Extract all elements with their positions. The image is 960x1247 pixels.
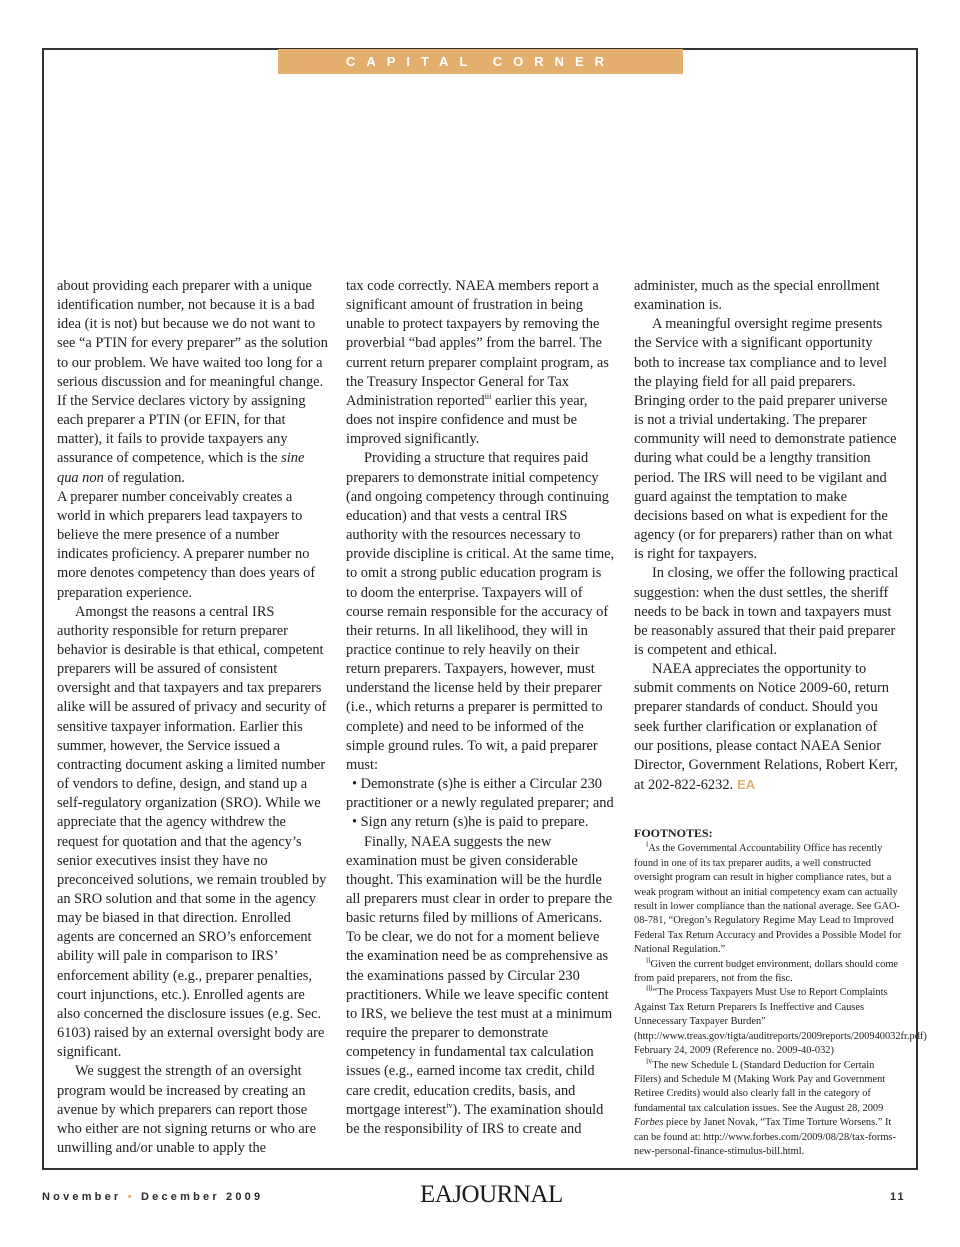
paragraph: We suggest the strength of an oversight program would be increased by creating an avenue by which preparers can report those who either are not signing returns or who are unwilling and/or unable to apply the [57,1063,316,1157]
footnote-ref: iv [446,1100,453,1110]
footnote: $^{iii}$“The Process Taxpayers Must Use to Report Complaints Against Tax Return Preparers Is Ineffective and Causes Unnecessary Taxpayer Burden” (http://www.treas.gov/tigta/auditreports/2009reports/200940032fr.pdf) February 24, 2009 (Reference no. 2009-40-032) [634,984,927,1057]
paragraph: NAEA appreciates the opportunity to submit comments on Notice 2009-60, return preparer standards of conduct. Should you seek further clarification or explanation of our positions, please contact NAEA Senior Director, Government Relations, Robert Kerr, at 202-822-6232. EA [634,661,898,794]
page-number: 11 [890,1191,906,1203]
article-column-1 [57,277,329,1158]
paragraph: Finally, NAEA suggests the new examination must be given considerable thought. This examination will be the hurdle all preparers must clear in order to prepare the basic returns filed by millions of Americans. To be clear, we do not for a moment believe the examination need be as comprehensive as the examinations passed by Circular 230 practitioners. While we leave specific content to IRS, we believe the test must at a minimum require the preparer to demonstrate competency in fundamental tax calculation issues (e.g., earned income tax credit, child care credit, education credits, basis, and mortgage interest$^{iv}$). The examination should be the responsibility of IRS to create and [346,833,613,1137]
paragraph: Providing a structure that requires paid preparers to demonstrate initial competency (and ongoing competency through continuing education) and that vests a central IRS authority with the resources necessary to provide discipline is critical. At the same time, to omit a strong public education program is to doom the enterprise. Taxpayers will of course remain responsible for the accuracy of their returns. In all likelihood, they will in practice continue to rely heavily on their return preparers. Taxpayers, however, must understand the license held by their preparer (i.e., which returns a preparer is permitted to complete) and need to be informed of the simple ground rules. To wit, a paid preparer must: [346,450,615,773]
footnotes-heading: FOOTNOTES: [634,826,713,840]
paragraph: A meaningful oversight regime presents the Service with a significant opportunity both to increase tax compliance and to level the playing field for all paid preparers. Bringing order to the paid preparer universe is not a trivial undertaking. The preparer community will need to demonstrate patience during what could be a lengthy transition period. The IRS will need to be vigilant and guard against the temptation to make decisions based on what is expedient for the agency (or for preparers) rather than on what is right for taxpayers. [634,316,897,563]
paragraph: A preparer number conceivably creates a world in which preparers lead taxpayers to believe the mere presence of a number indicates proficiency. A preparer number no more denotes competency than does years of preparation experience. [57,488,316,601]
latin-phrase: sine qua non [57,450,305,486]
bullet-item: • Sign any return (s)he is paid to prepare. [352,814,589,831]
paragraph: about providing each preparer with a unique identification number, not because it is a bad idea (it is not) but because we do not want to see “a PTIN for every preparer” as the solution to our problem. We have waited too long for a serious discussion and for meaningful change. If the Service declares victory by assigning each preparer a PTIN (or EFIN, for that matter), it fails to provide taxpayers any assurance of competence, which is the sine qua non of regulation. [57,278,328,486]
separator-dot: • [127,1191,135,1203]
end-mark: EA [737,777,756,793]
journal-logo: EAJOURNAL [420,1181,563,1208]
paragraph: Amongst the reasons a central IRS authority responsible for return preparer behavior is desirable is that ethical, competent preparers will be assured of consistent oversight and that taxpayers and tax preparers alike will be assured of privacy and security of sensitive taxpayer information. Earlier this summer, however, the Service issued a contracting document asking a limited number of vendors to define, design, and stand up a self-regulatory organization (SRO). While we appreciate that the agency withdrew the request for quotation and that the agency’s senior executives insist they have no preconceived solutions, we remain troubled by an SRO solution and that some in the agency may be biased in that direction. Enrolled agents are concerned an SRO’s enforcement ability will pale in comparison to IRS’ enforcement ability (e.g., preparer penalties, court injunctions, etc.). Enrolled agents are also concerned the disclosure issues (e.g. Sec. 6103) raised by an external oversight body are significant. [57,603,327,1061]
article-column-2 [346,277,616,1139]
paragraph: tax code correctly. NAEA members report a significant amount of frustration in being unable to protect taxpayers by removing the proverbial “bad apples” from the barrel. The current return preparer complaint program, as the Treasury Inspector General for Tax Administration reported$^{iii}$ earlier this year, does not inspire confidence and must be improved significantly. [346,278,609,448]
paragraph: In closing, we offer the following practical suggestion: when the dust settles, the sheriff needs to be back in town and taxpayers must be reasonably assured that their paid preparer is competent and ethical. [634,565,899,658]
footnote: $^{iv}$The new Schedule L (Standard Deduction for Certain Filers) and Schedule M (Making Work Pay and Government Retiree Credits) would also clearly fall in the category of fundamental tax calculation issues. See the August 28, 2009 Forbes piece by Janet Novak, “Tax Time Torture Worsens.” It can be found at: http://www.forbes.com/2009/08/28/tax-forms-new-personal-finance-stimulus-bill.html. [634,1056,896,1157]
issue-date: November • December 2009 [42,1191,264,1203]
bullet-item: • Demonstrate (s)he is either a Circular 230 practitioner or a newly regulated preparer; and [346,776,614,812]
article-column-3 [634,277,900,795]
footnotes [634,826,927,1159]
section-banner: CAPITAL CORNER [278,49,683,74]
footnote: $^{ii}$Given the current budget environment, dollars should come from paid preparers, not from the fisc. [634,955,899,985]
footnote-ref: iii [484,392,492,402]
paragraph: administer, much as the special enrollment examination is. [634,278,880,314]
footnote: $^i$As the Governmental Accountability Office has recently found in one of its tax preparer audits, a well constructed oversight program can result in higher compliance rates, but a weak program without an initial competency exam can actually result in lower compliance than the national average. See GAO-08-781, “Oregon’s Regulatory Regime May Lead to Improved Federal Tax Return Accuracy and Provides a Possible Model for National Regulation.” [634,839,902,956]
